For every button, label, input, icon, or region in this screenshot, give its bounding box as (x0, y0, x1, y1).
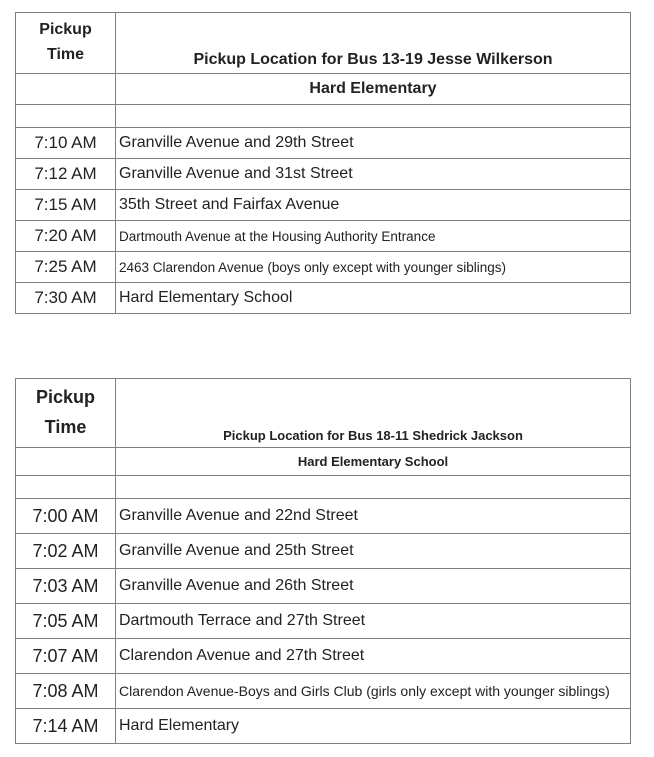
table-row (16, 221, 631, 252)
pickup-time-header-line2: Time (46, 46, 85, 63)
pickup-location: Clarendon Avenue and 27th Street (116, 639, 631, 674)
pickup-time: 7:07 AM (16, 639, 116, 674)
table-row (16, 252, 631, 283)
pickup-time: 7:08 AM (16, 674, 116, 709)
pickup-location: Clarendon Avenue-Boys and Girls Club (girls only except with younger siblings) (116, 674, 631, 709)
school-subheader: Hard Elementary (116, 74, 631, 105)
empty-cell (16, 476, 116, 499)
pickup-location: Hard Elementary (116, 709, 631, 744)
pickup-location: Granville Avenue and 25th Street (116, 534, 631, 569)
pickup-time: 7:05 AM (16, 604, 116, 639)
pickup-time: 7:15 AM (16, 190, 116, 221)
pickup-location: Granville Avenue and 31st Street (116, 159, 631, 190)
pickup-location: 2463 Clarendon Avenue (boys only except with younger siblings) (116, 252, 631, 283)
empty-cell (16, 105, 116, 128)
pickup-time-header-line2: Time (44, 417, 87, 437)
pickup-time: 7:03 AM (16, 569, 116, 604)
empty-cell (116, 105, 631, 128)
table-row (16, 159, 631, 190)
empty-cell (16, 448, 116, 476)
pickup-time: 7:30 AM (16, 283, 116, 314)
table-subheader-row (16, 74, 631, 105)
empty-cell (116, 476, 631, 499)
pickup-location: Granville Avenue and 22nd Street (116, 499, 631, 534)
table-row (16, 283, 631, 314)
empty-cell (16, 74, 116, 105)
pickup-time: 7:02 AM (16, 534, 116, 569)
bus-18-11-schedule-table (15, 378, 631, 744)
pickup-location: 35th Street and Fairfax Avenue (116, 190, 631, 221)
pickup-time-header-line1: Pickup (35, 387, 96, 407)
pickup-location-header: Pickup Location for Bus 18-11 Shedrick Jackson (116, 379, 631, 448)
pickup-time: 7:20 AM (16, 221, 116, 252)
pickup-location: Dartmouth Terrace and 27th Street (116, 604, 631, 639)
pickup-time: 7:25 AM (16, 252, 116, 283)
table-header-row (16, 379, 631, 448)
table-header-row (16, 13, 631, 74)
pickup-time: 7:00 AM (16, 499, 116, 534)
table-row (16, 534, 631, 569)
table-subheader-row (16, 448, 631, 476)
pickup-location-header: Pickup Location for Bus 13-19 Jesse Wilkerson (116, 13, 631, 74)
school-subheader: Hard Elementary School (116, 448, 631, 476)
bus-13-19-schedule-table (15, 12, 631, 314)
table-row (16, 569, 631, 604)
pickup-time-header-line1: Pickup (39, 21, 92, 38)
blank-row (16, 105, 631, 128)
table-row (16, 639, 631, 674)
table-row (16, 190, 631, 221)
table-row (16, 128, 631, 159)
pickup-time-header (16, 13, 116, 74)
pickup-time-header (16, 379, 116, 448)
pickup-location: Granville Avenue and 29th Street (116, 128, 631, 159)
table-row (16, 709, 631, 744)
pickup-time: 7:14 AM (16, 709, 116, 744)
table-row (16, 604, 631, 639)
pickup-location: Hard Elementary School (116, 283, 631, 314)
table-row (16, 674, 631, 709)
table-row (16, 499, 631, 534)
pickup-time: 7:12 AM (16, 159, 116, 190)
pickup-location: Dartmouth Avenue at the Housing Authority Entrance (116, 221, 631, 252)
blank-row (16, 476, 631, 499)
pickup-time: 7:10 AM (16, 128, 116, 159)
pickup-location: Granville Avenue and 26th Street (116, 569, 631, 604)
